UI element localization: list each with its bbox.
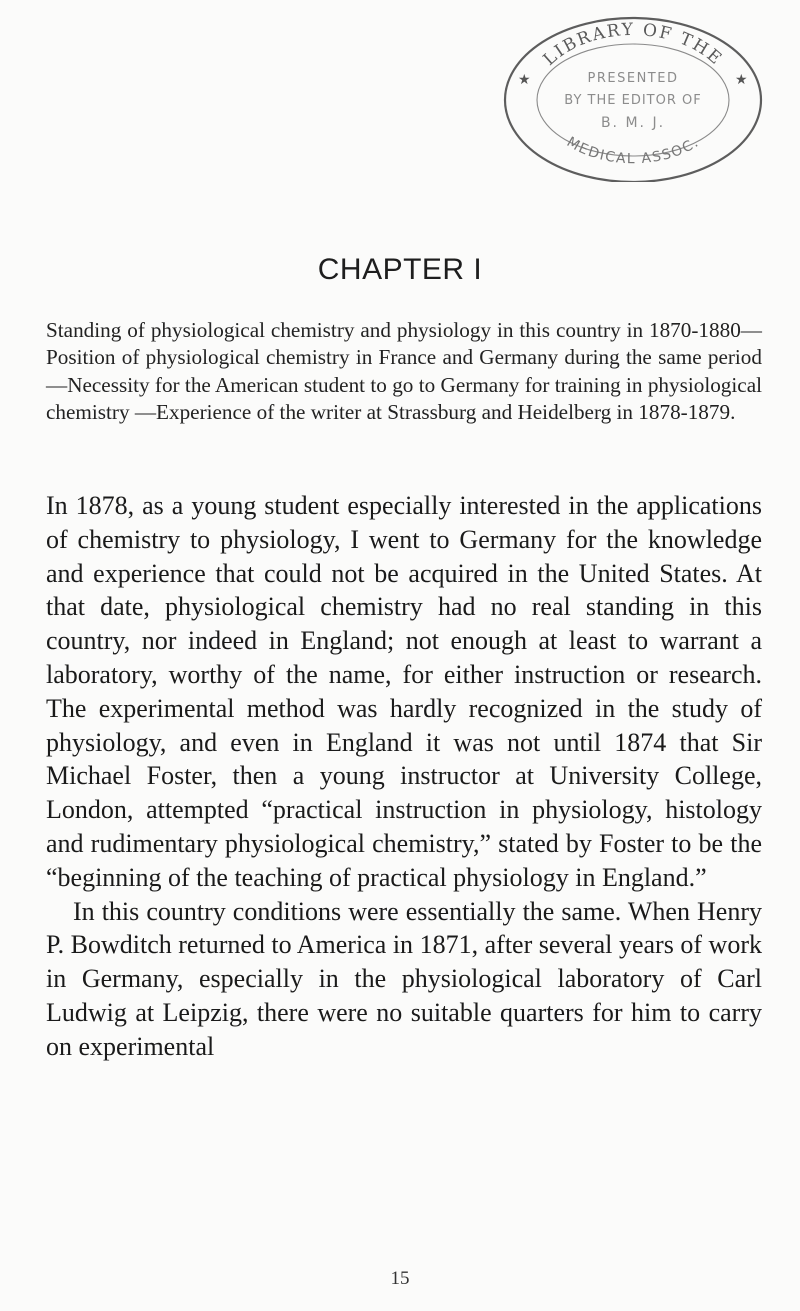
paragraph: In this country conditions were essentially the same. When Henry P. Bowditch returned to America in 1871, after several years of work in Germany, especially in the physiological laboratory of Carl Ludwig at Leipzig, there were no suitable quarters for him to carry on experimental (46, 896, 762, 1061)
body-text (46, 489, 762, 1064)
stamp-bottom-text: MEDICAL ASSOC. (563, 134, 703, 168)
stamp-line-2: BY THE EDITOR OF (564, 93, 702, 108)
stamp-top-text: LIBRARY OF THE (539, 19, 727, 70)
chapter-synopsis: Standing of physiological chemistry and physiology in this country in 1870-1880—Position of physiological chemistry in France and Germany during the same period—Necessity for the American student to go to Germany for training in physiological chemistry —Experience of the writer at Strassburg and Heidelberg in 1878-1879. (46, 318, 762, 425)
star-icon: ★ (735, 73, 748, 88)
stamp-line-3: B. M. J. (600, 115, 666, 131)
chapter-title: CHAPTER I (317, 253, 483, 286)
page-number: 15 (390, 1268, 410, 1289)
stamp-line-1: PRESENTED (587, 71, 679, 86)
library-stamp (502, 12, 764, 182)
paragraph: In 1878, as a young student especially interested in the applications of chemistry to physiology, I went to Germany for the knowledge and experience that could not be acquired in the United States. At that date, physiological chemistry had no real standing in this country, nor indeed in England; not enough at least to warrant a laboratory, worthy of the name, for either instruction or research. The experimental method was hardly recognized in the study of physiology, and even in England it was not until 1874 that Sir Michael Foster, then a young instructor at University College, London, attempted “practical instruction in physiology, histology and rudimentary physiological chemistry,” stated by Foster to be the “beginning of the teaching of practical physiology in England.” (46, 491, 762, 892)
star-icon: ★ (518, 73, 531, 88)
